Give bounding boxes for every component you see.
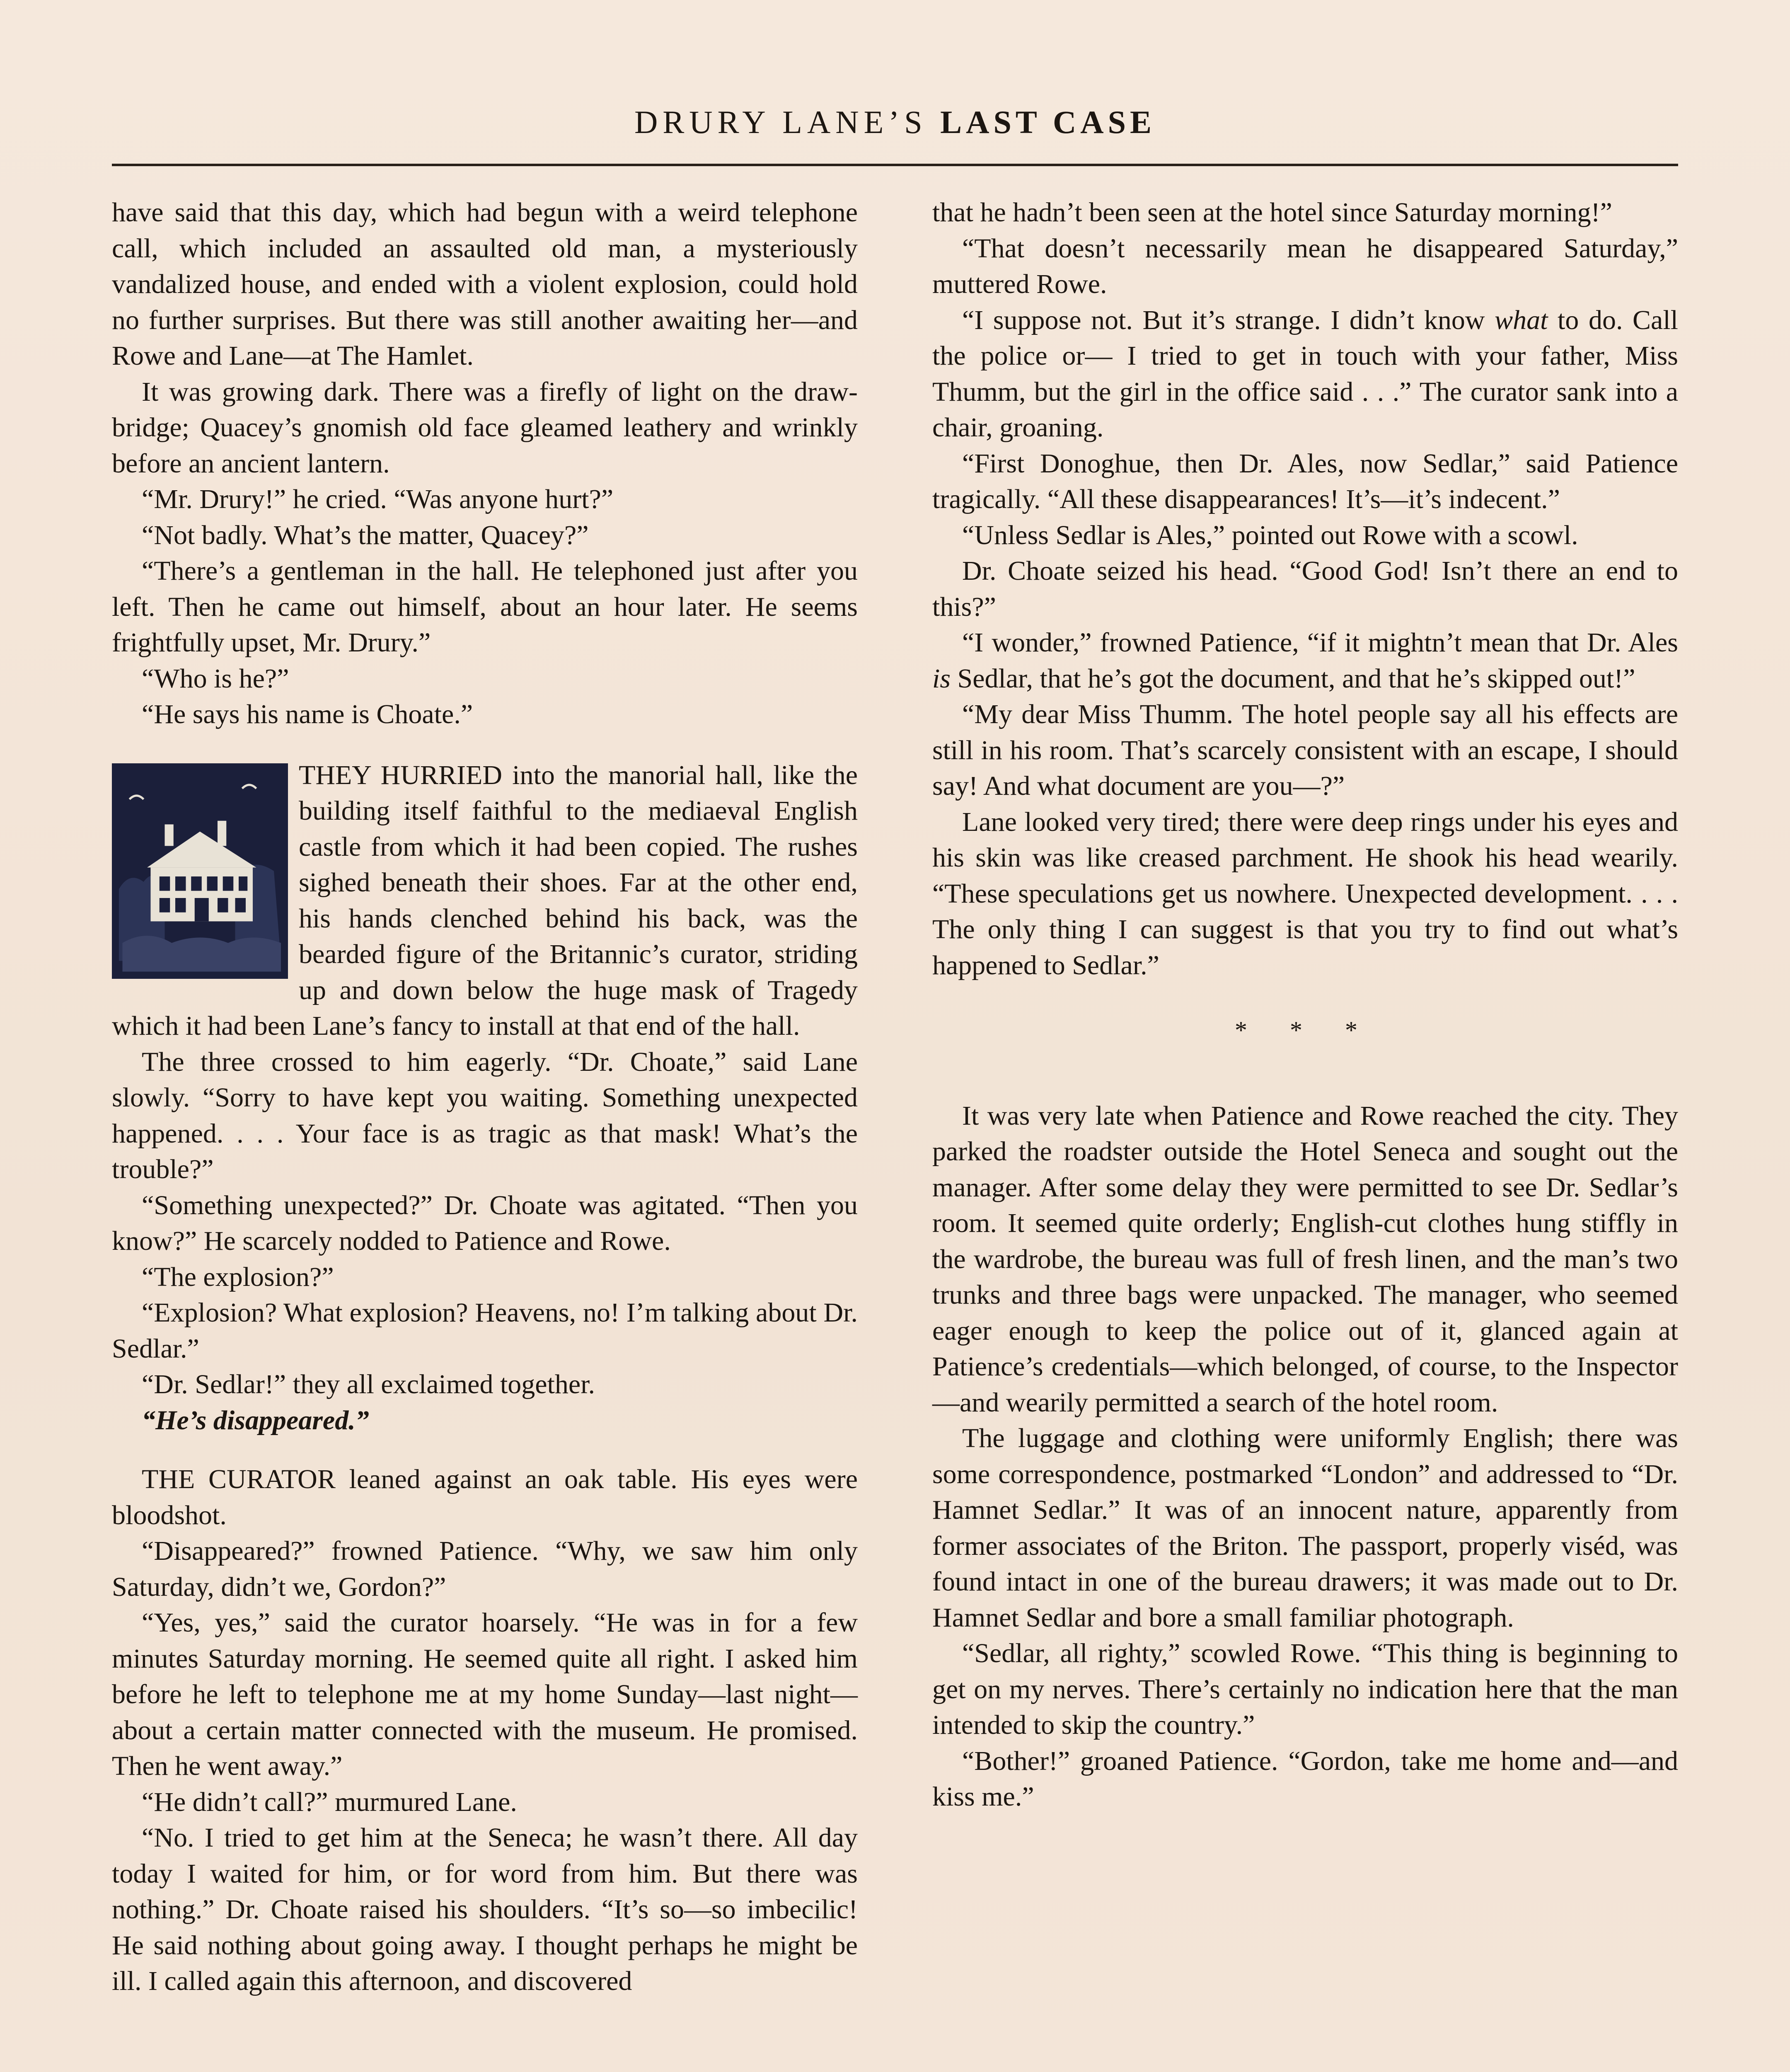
paragraph: “Sedlar, all righty,” scowled Rowe. “This thing is beginning to get on my nerves. There’s certainly no indication here that the man intended to skip the country.” [932,1638,1678,1740]
paragraph: “Disappeared?” frowned Patience. “Why, we saw him only Saturday, didn’t we, Gordon?” [112,1536,858,1602]
paragraph-text: Sedlar, that he’s got the document, and that he’s skipped out!” [951,663,1635,694]
paragraph: “Explosion? What explosion? Heavens, no! I’m talking about Dr. Sedlar.” [112,1297,858,1364]
house-illustration [112,763,288,979]
paragraph [932,303,1678,446]
right-column [932,195,1678,1815]
paragraph: “Dr. Sedlar!” they all exclaimed together. [142,1369,595,1399]
paragraph: have said that this day, which had begun with a weird telephone call, which included an assaulted old man, a mysteriously vandalized house, and ended with a violent explosion, could hold no further surprises. But there was still another awaiting her—and Rowe and Lane—at The Hamlet. [112,197,858,371]
paragraph: “Bother!” groaned Patience. “Gordon, take me home and—and kiss me.” [932,1745,1678,1812]
left-column [112,195,858,1999]
paragraph: The three crossed to him eagerly. “Dr. Choate,” said Lane slowly. “Sorry to have kept you waiting. Something unexpected happened. . . . Your face is as tragic as that mask! What’s the trouble?” [112,1046,858,1184]
header-title-bold: LAST CASE [940,104,1156,140]
paragraph: “Who is he?” [142,663,289,694]
lead-in: THEY HURRIED [299,760,503,790]
paragraph: “He’s disappeared.” [142,1405,369,1435]
emphasis: is [932,663,951,694]
header-title-plain: DRURY LANE’S [634,104,941,140]
paragraph: “Something unexpected?” Dr. Choate was agitated. “Then you know?” He scarcely nodded to Patience and Rowe. [112,1190,858,1256]
paragraph: “There’s a gentleman in the hall. He telephoned just after you left. Then he came out himself, about an hour later. He seems frightfully upset, Mr. Drury.” [112,556,858,658]
paragraph-text: to do. Call the police or— I tried to get in touch with your father, Miss Thumm, but the girl in the office said . . .” The curator sank into a chair, groaning. [932,305,1679,443]
emphasis: what [1495,305,1548,335]
paragraph: THE CURATOR leaned against an oak table. His eyes were bloodshot. [112,1464,858,1530]
paragraph: “He didn’t call?” murmured Lane. [142,1786,517,1817]
paragraph: Dr. Choate seized his head. “Good God! Isn’t there an end to this?” [932,556,1678,622]
paragraph: “First Donoghue, then Dr. Ales, now Sedlar,” said Patience tragically. “All these disappearances! It’s—it’s indecent.” [932,448,1678,514]
paragraph [932,625,1678,697]
paragraph: It was growing dark. There was a firefly of light on the draw-bridge; Quacey’s gnomish old face gleamed leathery and wrinkly before an ancient lantern. [112,376,858,479]
paragraph: “Not badly. What’s the matter, Quacey?” [142,520,589,550]
paragraph: The luggage and clothing were uniformly English; there was some correspondence, postmarked “London” and addressed to “Dr. Hamnet Sedlar.” It was of an innocent nature, apparently from former associates of the Briton. The passport, properly viséd, was found intact in one of the bureau drawers; it was made out to Dr. Hamnet Sedlar and bore a small familiar photograph. [932,1423,1678,1633]
paragraph: “My dear Miss Thumm. The hotel people say all his effects are still in his room. That’s scarcely consistent with an escape, I should say! And what document are you—?” [932,699,1678,801]
running-header [112,104,1678,141]
paragraph: that he hadn’t been seen at the hotel since Saturday morning!” [932,197,1612,228]
paragraph-text: “I suppose not. But it’s strange. I didn’t know [962,305,1495,335]
paragraph: “That doesn’t necessarily mean he disappeared Saturday,” muttered Rowe. [932,233,1678,299]
paragraph-text: into the manorial hall, like the building itself faithful to the mediaeval English castle from which it had been copied. The rushes sighed beneath their shoes. Far at the other end, his hands clenched behind his back, was the bearded figure of the Britannic’s curator, striding up and down below the huge mask of Tragedy which it had been Lane’s fancy to install at that end of the hall. [112,760,858,1041]
header-rule [112,164,1678,166]
section-opening [112,758,858,1044]
paragraph: Lane looked very tired; there were deep rings under his eyes and his skin was like creased parchment. He shook his head wearily. “These speculations get us nowhere. Unexpected development. . . . The only thing I can suggest is that you try to find out what’s happened to Sedlar.” [932,806,1678,980]
paragraph: “Unless Sedlar is Ales,” pointed out Rowe with a scowl. [962,520,1578,550]
paragraph: “The explosion?” [142,1261,334,1292]
paragraph-text: “I wonder,” frowned Patience, “if it mightn’t mean that Dr. Ales [962,627,1678,658]
paragraph: “He says his name is Choate.” [142,699,473,729]
paragraph: “Yes, yes,” said the curator hoarsely. “He was in for a few minutes Saturday morning. He seemed quite all right. I asked him before he left to telephone me at my home Sunday—last night—about a certain matter connected with the museum. He promised. Then he went away.” [112,1607,858,1781]
section-break: * * * [1235,1017,1376,1044]
paragraph: “No. I tried to get him at the Seneca; he wasn’t there. All day today I waited for him, or for word from him. But there was nothing.” Dr. Choate raised his shoulders. “It’s so—so imbecilic! He said nothing about going away. I thought perhaps he might be ill. I called again this afternoon, and discovered [112,1823,858,1996]
paragraph: It was very late when Patience and Rowe reached the city. They parked the roadster outside the Hotel Seneca and sought out the manager. After some delay they were permitted to see Dr. Sedlar’s room. It seemed quite orderly; English-cut clothes hung stiffly in the wardrobe, the bureau was full of fresh linen, and the man’s two trunks and three bags were unpacked. The manager, who seemed eager enough to keep the police out of it, glanced again at Patience’s credentials—which belonged, of course, to the Inspector—and wearily permitted a search of the hotel room. [932,1100,1678,1418]
paragraph: “Mr. Drury!” he cried. “Was anyone hurt?” [142,484,614,514]
